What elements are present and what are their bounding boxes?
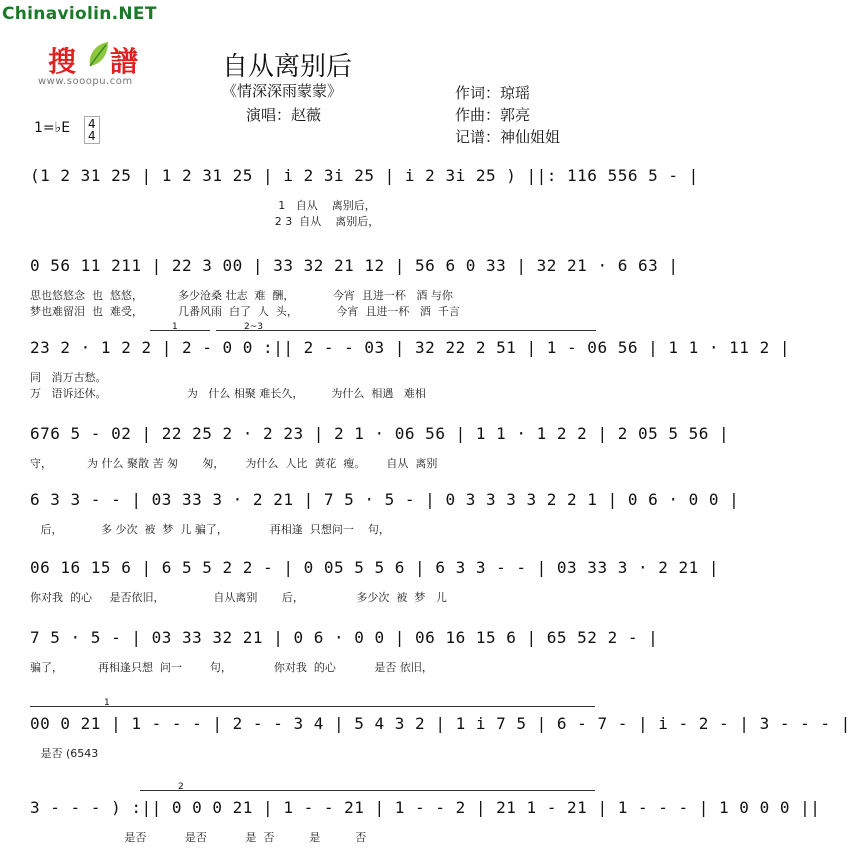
coda-bracket [30,706,595,707]
notation-line: 6 3 3 - - | 03 33 3 · 2 21 | 7 5 · 5 - | 0 3 3 3 3 2 2 1 | 0 6 · 0 0 | [30,490,740,509]
notation-line: 06 16 15 6 | 6 5 5 2 2 - | 0 05 5 5 6 | 6 3 3 - - | 03 33 3 · 2 21 | [30,558,720,577]
notation-line: 676 5 - 02 | 22 25 2 · 2 23 | 2 1 · 06 56 | 1 1 · 1 2 2 | 2 05 5 56 | [30,424,730,443]
score-row [30,166,699,228]
score-row [30,714,851,770]
lyric-line: 梦也难留泪 也 难受， 几番风雨 白了 人 头， 今宵 且进一杯 酒 千言 [30,305,460,318]
song-subtitle: 《情深深雨蒙蒙》 [222,82,343,100]
logo [38,38,158,90]
transcriber-credit: 记谱：神仙姐姐 [455,128,561,146]
lyric-line: 思也悠悠念 也 悠悠， 多少沧桑 壮志 难 酬， 今宵 且进一杯 酒 与你 [30,289,453,302]
coda-number: 1 [104,698,110,708]
score-row [30,628,659,684]
lyric-line: 守， 为 什么 聚散 苦 匆 匆， 为什么 人比 黄花 瘦。 自从 离别 [30,457,438,470]
lyricist-credit: 作词：琼瑶 [455,84,531,102]
time-signature [84,116,100,144]
time-sig-top: 4 [88,117,96,131]
lyric-line: 骗了， 再相逢只想 问一 句， 你对我 的心 是否 依旧， [30,661,433,674]
key-signature: 1=♭E [34,120,71,136]
singer-credit: 演唱：赵薇 [246,106,322,124]
lyric-line: 万 语诉还休。 为 什么 相聚 难长久， 为什么 相遇 难相 [30,387,426,400]
notation-line: (1 2 31 25 | 1 2 31 25 | i 2 3i 25 | i 2 3i 25 ) ||: 116 556 5 - | [30,166,699,185]
volta-bracket [216,330,596,331]
notation-line: 0 56 11 211 | 22 3 00 | 33 32 21 12 | 56 6 0 33 | 32 21 · 6 63 | [30,256,679,275]
score-row [30,338,790,400]
coda-bracket [140,790,595,791]
lyric-line: 1 自从 离别后， [30,199,376,212]
lyric-line: 是否 (6543 [30,747,99,760]
song-title: 自从离别后 [222,52,353,82]
volta-number: 1 [172,322,178,332]
leaf-icon [86,40,110,70]
score-row [30,798,821,854]
lyric-line: 是否 是否 是 否 是 否 [30,831,367,844]
notation-line: 3 - - - ) :|| 0 0 0 21 | 1 - - 21 | 1 - - 2 | 21 1 - 21 | 1 - - - | 1 0 0 0 || [30,798,821,817]
lyric-line: 后， 多 少次 被 梦 儿 骗了， 再相逢 只想问一 句， [30,523,390,536]
logo-text-right: 譜 [110,45,139,78]
score-row [30,256,679,318]
volta-bracket [150,330,210,331]
logo-url: www.sooopu.com [38,76,133,87]
notation-line: 23 2 · 1 2 2 | 2 - 0 0 :|| 2 - - 03 | 32 22 2 51 | 1 - 06 56 | 1 1 · 11 2 | [30,338,790,357]
notation-line: 7 5 · 5 - | 03 33 32 21 | 0 6 · 0 0 | 06 16 15 6 | 65 52 2 - | [30,628,659,647]
score-row [30,490,740,546]
lyric-line: 你对我 的心 是否依旧， 自从离别 后， 多少次 被 梦 儿 [30,591,447,604]
site-name: Chinaviolin.NET [2,4,157,24]
composer-credit: 作曲：郭亮 [455,106,531,124]
lyric-line: 2 3 自从 离别后， [30,215,380,228]
notation-line: 00 0 21 | 1 - - - | 2 - - 3 4 | 5 4 3 2 | 1 i 7 5 | 6 - 7 - | i - 2 - | 3 - - - | [30,714,851,733]
score-row [30,558,720,614]
score-row [30,424,730,480]
logo-text-left: 搜 [48,45,77,78]
coda-number: 2 [178,782,184,792]
lyric-line: 同 消万古愁。 [30,371,107,384]
time-sig-bottom: 4 [88,129,96,143]
volta-number: 2~3 [244,322,263,332]
